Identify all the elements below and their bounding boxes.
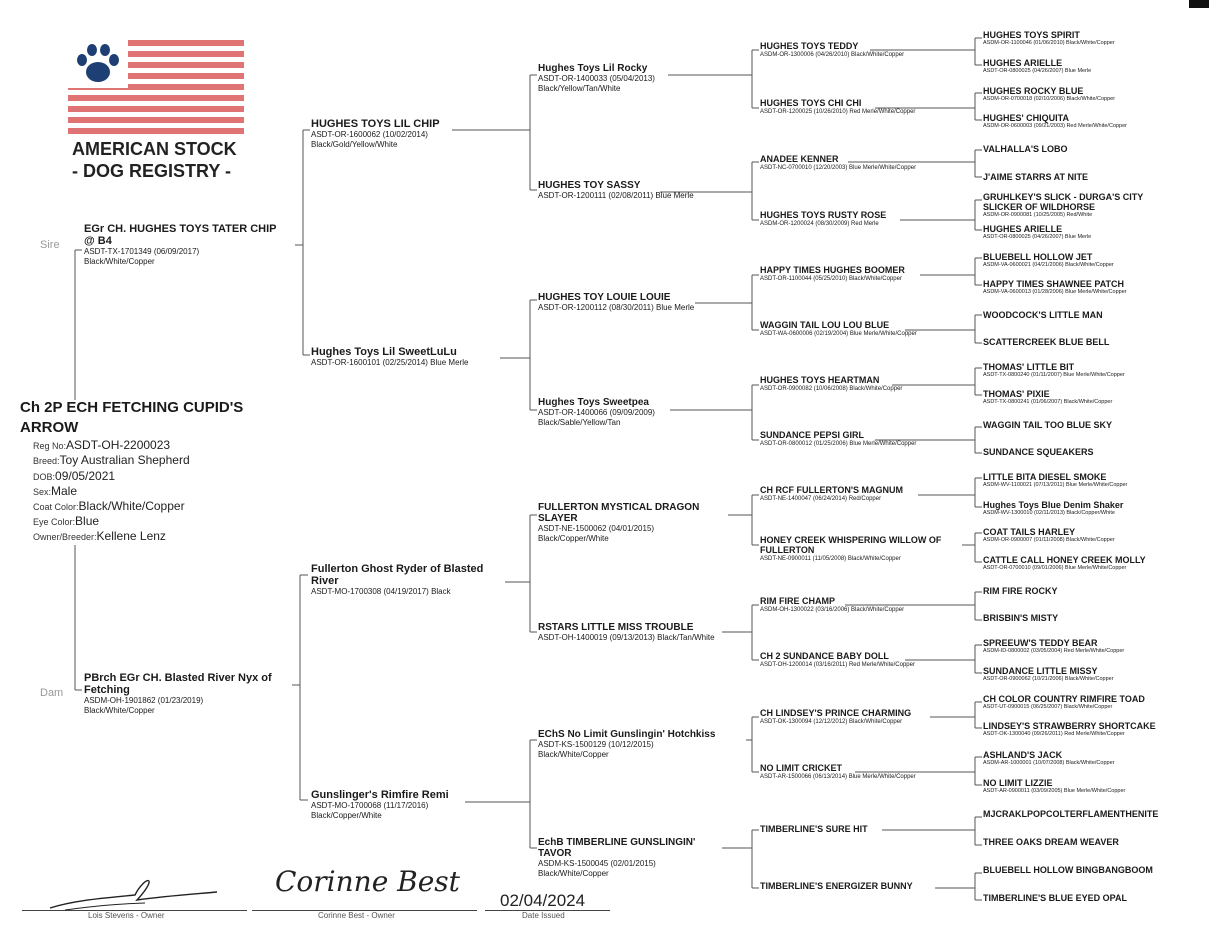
ancestor-name: HUGHES ARIELLE [983,224,1063,234]
ancestor-registration: ASDT-OR-0800025 (04/26/2007) Blue Merle [983,68,1092,74]
flag-paw-icon [68,38,248,138]
ancestor-registration: ASDT-OR-0700010 (09/01/2006) Blue Merle/White/Copper [983,565,1127,571]
ancestor-name: J'AIME STARRS AT NITE [983,172,1088,182]
ancestor-name: SPREEUW'S TEDDY BEAR [983,638,1098,648]
dog-title-line2: ARROW [20,419,79,436]
dog-field-row [33,483,77,499]
ancestor-name: Fullerton Ghost Ryder of Blasted [311,563,484,575]
dog-field-row [33,513,99,529]
ancestor-name: SUNDANCE PEPSI GIRL [760,430,865,440]
flag-stripe [68,95,244,101]
dog-field-label: Breed: [33,456,60,466]
ancestor-name: HUGHES ARIELLE [983,58,1063,68]
ancestor-name: ASHLAND'S JACK [983,750,1063,760]
ancestor-registration: ASDM-KS-1500045 (02/01/2015) [538,859,656,868]
dog-field-value: Kellene Lenz [96,529,166,543]
ancestor-registration: ASDT-OH-1200014 (03/16/2011) Red Merle/White/Copper [760,662,915,668]
ancestor-name: HAPPY TIMES SHAWNEE PATCH [983,279,1125,289]
ancestor-name: SUNDANCE LITTLE MISSY [983,666,1098,676]
ancestor-name: Hughes Toys Lil Rocky [538,63,648,74]
ancestor-name: HUGHES TOYS LIL CHIP [311,118,440,130]
dam-label: Dam [40,687,64,699]
ancestor-name-line2: SLICKER OF WILDHORSE [983,202,1095,212]
dog-field-row [33,452,190,468]
ancestor-registration: ASDM-OR-0900081 (10/25/2005) Red/White [983,212,1093,218]
sire-name: EGr CH. HUGHES TOYS TATER CHIP [84,223,277,235]
ancestor-name-line2: FULLERTON [760,545,815,555]
ancestor-registration: ASDM-VA-0600021 (04/21/2006) Black/White/Copper [983,262,1114,268]
ancestor-name: HUGHES TOYS CHI CHI [760,98,862,108]
dog-field-value: Male [51,484,78,498]
ancestor-name: CH COLOR COUNTRY RIMFIRE TOAD [983,694,1145,704]
ancestor-registration: ASDM-WV-1100021 (07/13/2011) Blue Merle/White/Copper [983,482,1128,488]
ancestor-registration: ASDT-OR-1200025 (10/26/2010) Red Merle/White/Copper [760,109,916,115]
ancestor-name: CH 2 SUNDANCE BABY DOLL [760,651,889,661]
ancestor-registration: ASDT-KS-1500129 (10/12/2015) [538,740,654,749]
ancestor-name: MJCRAKLPOPCOLTERFLAMENTHENITE [983,809,1159,819]
registry-logo [68,38,248,138]
ancestor-registration: ASDT-OR-1200112 (08/30/2011) Blue Merle [538,303,695,312]
ancestor-name: HUGHES' CHIQUITA [983,113,1069,123]
sire-reg: ASDT-TX-1701349 (06/09/2017) [84,247,200,256]
ancestor-name: HUGHES TOY SASSY [538,180,641,191]
ancestor-registration: ASDT-OR-1100044 (05/25/2010) Black/White/Copper [760,276,902,282]
ancestor-color: Black/White/Copper [538,750,609,759]
ancestor-registration: ASDT-OH-1400019 (09/13/2013) Black/Tan/White [538,633,715,642]
ancestor-name: EChS No Limit Gunslingin' Hotchkiss [538,729,716,740]
ancestor-name: BRISBIN'S MISTY [983,613,1059,623]
ancestor-registration: ASDT-AR-0900011 (03/09/2005) Blue Merle/White/Copper [983,788,1126,794]
ancestor-name: HUGHES TOYS HEARTMAN [760,375,880,385]
ancestor-registration: ASDT-MO-1700068 (11/17/2016) [311,801,429,810]
ancestor-name: CH RCF FULLERTON'S MAGNUM [760,485,903,495]
ancestor-name: VALHALLA'S LOBO [983,144,1068,154]
sire-label: Sire [40,239,60,251]
ancestor-color: Black/Yellow/Tan/White [538,84,621,93]
ancestor-registration: ASDT-OR-0800025 (04/26/2007) Blue Merle [983,234,1092,240]
ancestor-registration: ASDM-WV-1300010 (02/11/2013) Black/Copper/White [983,510,1115,516]
dog-field-label: Sex: [33,487,52,497]
dog-field-row [33,528,166,544]
sire-color: Black/White/Copper [84,257,155,266]
ancestor-name: CH LINDSEY'S PRINCE CHARMING [760,708,912,718]
flag-stripe [68,106,244,112]
dog-field-row [33,498,185,514]
ancestor-color: Black/Sable/Yellow/Tan [538,418,621,427]
ancestor-name: RIM FIRE ROCKY [983,586,1058,596]
ancestor-name: CATTLE CALL HONEY CREEK MOLLY [983,555,1146,565]
registry-name-line1: AMERICAN STOCK [72,139,237,159]
dog-field-value: ASDT-OH-2200023 [66,438,171,452]
ancestor-name: HUGHES TOY LOUIE LOUIE [538,292,671,303]
date-issued: 02/04/2024 [500,891,586,910]
ancestor-registration: ASDT-NE-0900011 (11/05/2008) Black/White/Copper [760,556,901,562]
ancestor-registration: ASDT-TX-0800241 (01/06/2007) Black/White/Copper [983,399,1113,405]
dam-name: PBrch EGr CH. Blasted River Nyx of [84,672,272,684]
ancestor-color: Black/Gold/Yellow/White [311,140,398,149]
ancestor-color: Black/White/Copper [538,869,609,878]
ancestor-name: LINDSEY'S STRAWBERRY SHORTCAKE [983,721,1156,731]
ancestor-name: GRUHLKEY'S SLICK - DURGA'S CITY [983,192,1144,202]
signature-2-label: Corinne Best - Owner [318,911,395,920]
dog-title: Ch 2P ECH FETCHING CUPID'S [20,399,244,416]
ancestor-name: THOMAS' LITTLE BIT [983,362,1075,372]
ancestor-registration: ASDT-OR-1400066 (09/09/2009) [538,408,655,417]
ancestor-name: TIMBERLINE'S ENERGIZER BUNNY [760,881,913,891]
ancestor-color: Black/Copper/White [538,534,609,543]
ancestor-name: HUGHES TOYS SPIRIT [983,30,1080,40]
ancestor-name-line2: River [311,575,339,587]
signature-1-scribble [45,870,225,915]
ancestor-registration: ASDT-NE-1400047 (06/24/2014) Red/Copper [760,496,882,502]
ancestor-registration: ASDT-UT-0900015 (06/25/2007) Black/White/Copper [983,704,1113,710]
ancestor-name: THREE OAKS DREAM WEAVER [983,837,1119,847]
corner-mark [1189,0,1209,8]
ancestor-name: Hughes Toys Sweetpea [538,397,649,408]
dog-field-label: Eye Color: [33,517,76,527]
ancestor-name: EchB TIMBERLINE GUNSLINGIN' [538,837,696,848]
ancestor-name-line2: TAVOR [538,848,572,859]
dog-field-value: Black/White/Copper [78,499,185,513]
ancestor-registration: ASDT-AR-1500066 (06/13/2014) Blue Merle/White/Copper [760,774,916,780]
ancestor-name: SCATTERCREEK BLUE BELL [983,337,1110,347]
dog-field-label: DOB: [33,472,56,482]
ancestor-registration: ASDT-WA-0600006 (02/19/2004) Blue Merle/White/Copper [760,331,917,337]
ancestor-registration: ASDM-OH-1300022 (03/16/2006) Black/White/Copper [760,607,905,613]
ancestor-name: HAPPY TIMES HUGHES BOOMER [760,265,905,275]
ancestor-registration: ASDT-OK-1300040 (09/26/2011) Red Merle/White/Copper [983,731,1125,737]
ancestor-name: HUGHES TOYS TEDDY [760,41,859,51]
dog-field-value: 09/05/2021 [55,469,116,483]
dog-field-row [33,468,115,484]
ancestor-name: HUGHES TOYS RUSTY ROSE [760,210,887,220]
ancestor-registration: ASDM-OR-1100046 (01/06/2010) Black/White/Copper [983,40,1115,46]
ancestor-name: BLUEBELL HOLLOW BINGBANGBOOM [983,865,1153,875]
ancestor-name: Hughes Toys Lil SweetLuLu [311,346,457,358]
ancestor-registration: ASDM-OR-0900007 (01/11/2008) Black/White/Copper [983,537,1115,543]
ancestor-name: LITTLE BITA DIESEL SMOKE [983,472,1107,482]
ancestor-name: HUGHES ROCKY BLUE [983,86,1084,96]
ancestor-name: Hughes Toys Blue Denim Shaker [983,500,1124,510]
ancestor-registration: ASDT-NE-1500062 (04/01/2015) [538,524,655,533]
ancestor-registration: ASDT-TX-0800240 (01/11/2007) Blue Merle/White/Copper [983,372,1125,378]
ancestor-registration: ASDT-OR-1400033 (05/04/2013) [538,74,655,83]
ancestor-name: TIMBERLINE'S SURE HIT [760,824,868,834]
ancestor-registration: ASDM-AR-1000001 (10/07/2008) Black/White/Copper [983,760,1115,766]
ancestor-registration: ASDT-OR-1200111 (02/08/2011) Blue Merle [538,191,694,200]
dog-field-value: Toy Australian Shepherd [59,453,190,467]
flag-stripe [68,128,244,134]
ancestor-registration: ASDT-OR-0800012 (01/25/2006) Blue Merle/White/Copper [760,441,917,447]
dam-name-line2: Fetching [84,684,130,696]
ancestor-name-line2: SLAYER [538,513,578,524]
signature-2-handwriting: Corinne Best [275,865,460,898]
ancestor-name: Gunslinger's Rimfire Remi [311,789,449,801]
ancestor-name: TIMBERLINE'S BLUE EYED OPAL [983,893,1127,903]
ancestor-name: BLUEBELL HOLLOW JET [983,252,1093,262]
dog-field-value: Blue [75,514,100,528]
dog-field-label: Coat Color: [33,502,79,512]
ancestor-registration: ASDT-OR-0900062 (10/21/2006) Black/White/Copper [983,676,1114,682]
ancestor-name: WOODCOCK'S LITTLE MAN [983,310,1103,320]
ancestor-registration: ASDM-OR-1200024 (08/30/2009) Red Merle [760,221,879,227]
ancestor-name: WAGGIN TAIL TOO BLUE SKY [983,420,1113,430]
dam-color: Black/White/Copper [84,706,155,715]
ancestor-registration: ASDT-NC-0700010 (12/20/2003) Blue Merle/White/Copper [760,165,917,171]
ancestor-name: RIM FIRE CHAMP [760,596,835,606]
dog-field-label: Reg No: [33,441,67,451]
ancestor-registration: ASDM-OR-1300006 (04/26/2010) Black/White/Copper [760,52,905,58]
ancestor-name: COAT TAILS HARLEY [983,527,1076,537]
flag-stripe [68,117,244,123]
registry-name-line2: - DOG REGISTRY - [72,161,232,181]
ancestor-registration: ASDM-OR-0700018 (02/10/2006) Black/White/Copper [983,96,1116,102]
ancestor-name: RSTARS LITTLE MISS TROUBLE [538,622,694,633]
ancestor-name: WAGGIN TAIL LOU LOU BLUE [760,320,890,330]
ancestor-name: NO LIMIT LIZZIE [983,778,1053,788]
ancestor-registration: ASDT-OR-0900082 (10/06/2008) Black/White/Copper [760,386,903,392]
sire-name-line2: @ B4 [84,235,112,247]
ancestor-registration: ASDT-OR-1600101 (02/25/2014) Blue Merle [311,358,469,367]
ancestor-name: THOMAS' PIXIE [983,389,1050,399]
ancestor-name: FULLERTON MYSTICAL DRAGON [538,502,700,513]
ancestor-name: HONEY CREEK WHISPERING WILLOW OF [760,535,942,545]
date-issued-label: Date Issued [522,911,565,920]
ancestor-registration: ASDM-VA-0600013 (01/28/2006) Blue Merle/White/Copper [983,289,1127,295]
dam-reg: ASDM-OH-1901862 (01/23/2019) [84,696,204,705]
ancestor-registration: ASDT-OR-1600062 (10/02/2014) [311,130,428,139]
signature-1-label: Lois Stevens - Owner [88,911,165,920]
ancestor-registration: ASDT-MO-1700308 (04/19/2017) Black [311,587,451,596]
ancestor-color: Black/Copper/White [311,811,382,820]
ancestor-registration: ASDM-ID-0800002 (03/05/2004) Red Merle/White/Copper [983,648,1125,654]
ancestor-registration: ASDT-OK-1300094 (12/12/2012) Black/White/Copper [760,719,903,725]
dog-field-label: Owner/Breeder: [33,532,97,542]
ancestor-name: SUNDANCE SQUEAKERS [983,447,1094,457]
ancestor-name: ANADEE KENNER [760,154,839,164]
dog-field-row [33,437,170,453]
ancestor-registration: ASDM-OR-0600003 (09/21/2003) Red Merle/White/Copper [983,123,1127,129]
ancestor-name: NO LIMIT CRICKET [760,763,842,773]
